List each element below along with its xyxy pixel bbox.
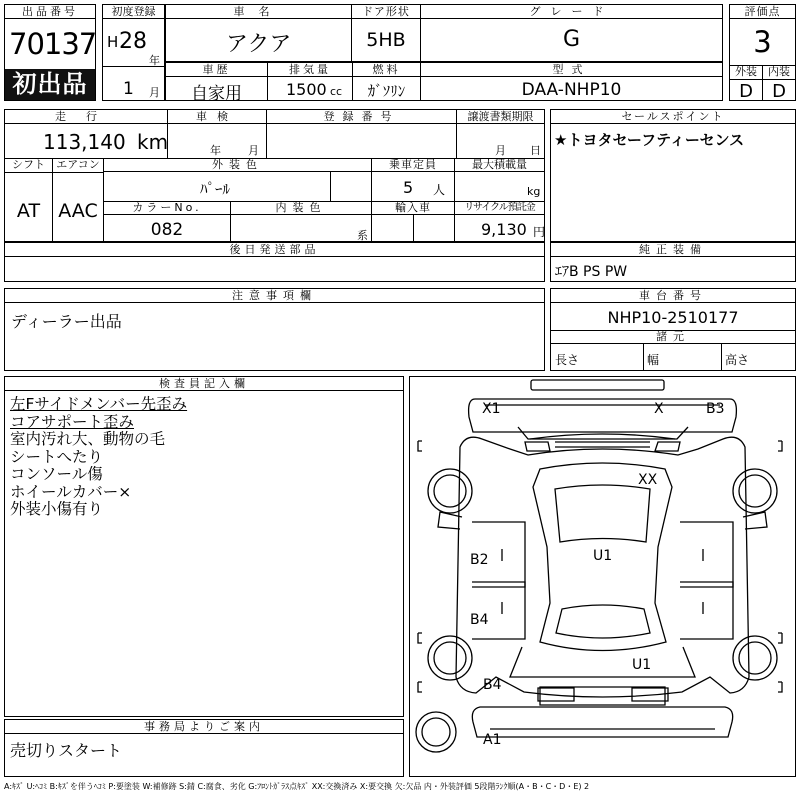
registration-year: 28	[119, 29, 147, 54]
spec-length: 長さ	[555, 353, 580, 367]
inspector-note: コンソール傷	[10, 465, 103, 483]
grade-header: グレード	[421, 5, 722, 19]
vehicle-info-bottom	[165, 62, 723, 104]
inspector-box	[4, 376, 404, 717]
interior-color-unit: 系	[357, 229, 368, 242]
inspection-year-unit: 年	[210, 144, 221, 157]
office-note: 売切りスタート	[10, 741, 123, 760]
interior-score: D	[772, 81, 786, 102]
lot-number-header: 出品番号	[5, 5, 95, 19]
color-no: 082	[150, 220, 184, 240]
inspector-note: ホイールカバー×	[10, 482, 132, 501]
capacity-unit: 人	[433, 183, 446, 197]
score-box	[729, 4, 796, 101]
exterior-color: ﾊﾟｰﾙ	[200, 180, 231, 198]
shift: AT	[16, 200, 41, 222]
shift-header: シフト	[5, 158, 52, 173]
inspector-notes-list	[10, 396, 187, 519]
equipment: ｴｱB PS PW	[555, 264, 628, 280]
vehicle-info-top	[165, 4, 723, 62]
inspector-header: 検査員記入欄	[5, 377, 403, 391]
specs-header: 諸元	[551, 330, 795, 344]
registration-year-unit: 年	[149, 54, 160, 67]
transfer-month-unit: 月	[495, 144, 506, 157]
office-box	[4, 719, 404, 777]
damage-mark-b3: B3	[706, 401, 725, 417]
transfer-doc-header: 譲渡書類期限	[457, 110, 544, 124]
damage-mark-a1: A1	[483, 732, 502, 748]
recycle-fee-unit: 円	[533, 225, 546, 239]
transfer-day-unit: 日	[530, 144, 541, 157]
later-parts-header: 後日発送部品	[5, 243, 544, 257]
inspection-month-unit: 月	[248, 144, 259, 157]
sales-points: ★トヨタセーフティーセンス	[554, 131, 745, 149]
exterior-score-header: 外装	[730, 65, 762, 80]
damage-mark-x-top: X	[654, 401, 664, 417]
equipment-header: 純正装備	[551, 243, 795, 257]
plate-header: 登録番号	[267, 110, 456, 124]
sales-points-box	[550, 109, 796, 242]
mileage: 113,140	[43, 130, 126, 154]
chassis-number: NHP10-2510177	[607, 308, 739, 327]
chassis-header: 車台番号	[551, 289, 795, 303]
first-registration-box	[102, 4, 165, 101]
equipment-box	[550, 242, 796, 282]
inspector-note: 左Fサイドメンバー先歪み	[10, 395, 188, 413]
damage-mark-b4-rear: B4	[483, 677, 502, 693]
notes: ディーラー出品	[11, 312, 122, 331]
displacement-unit: cc	[330, 85, 343, 98]
lot-number-box	[4, 4, 96, 101]
exterior-score: D	[739, 81, 753, 102]
aircon: AAC	[58, 200, 98, 222]
spec-width: 幅	[647, 353, 660, 367]
mileage-header: 走行	[5, 110, 167, 124]
damage-mark-u1-roof: U1	[593, 548, 613, 564]
inspection-header: 車検	[168, 110, 266, 124]
score-header: 評価点	[730, 5, 795, 19]
door-type-header: ドア形状	[352, 5, 420, 19]
inspector-note: 外装小傷有り	[10, 500, 104, 518]
displacement-header: 排気量	[268, 63, 352, 77]
interior-score-header: 内装	[762, 65, 795, 80]
car-diagram	[409, 376, 796, 777]
displacement: 1500	[286, 80, 327, 99]
registration-month-unit: 月	[149, 86, 160, 99]
max-load-header: 最大積載量	[455, 158, 544, 172]
notes-box	[4, 288, 545, 371]
overall-score: 3	[753, 25, 772, 59]
import-header: 輸入車	[372, 201, 454, 215]
chassis-box	[550, 288, 796, 371]
recycle-fee: 9,130	[481, 220, 527, 239]
registration-month: 1	[123, 79, 134, 99]
recycle-header: リサイクル預託金	[455, 201, 544, 215]
capacity-header: 乗車定員	[372, 158, 454, 172]
color-no-header: カラーNo.	[104, 201, 230, 215]
history: 自家用	[191, 84, 242, 104]
damage-mark-u1-rear: U1	[632, 657, 652, 673]
interior-color-header: 内装色	[231, 201, 371, 215]
notes-header: 注意事項欄	[5, 289, 544, 303]
damage-mark-b4-side: B4	[470, 612, 489, 628]
later-parts-box	[4, 242, 545, 282]
door-type: 5HB	[366, 29, 406, 51]
damage-mark-x1: X1	[482, 401, 501, 417]
damage-mark-b2: B2	[470, 552, 489, 568]
registration-era: H	[107, 33, 119, 51]
damage-mark-xx: XX	[638, 472, 658, 488]
max-load-unit: kg	[527, 185, 541, 198]
spec-height: 高さ	[725, 353, 750, 367]
first-listing-badge: 初出品	[5, 69, 95, 100]
office-header: 事務局よりご案内	[5, 720, 403, 734]
car-name-header: 車名	[166, 5, 351, 19]
fuel: ｶﾞｿﾘﾝ	[367, 82, 406, 100]
capacity: 5	[403, 178, 414, 197]
fuel-header: 燃料	[353, 63, 420, 77]
lot-number: 70137	[9, 27, 97, 61]
aircon-header: エアコン	[53, 158, 103, 173]
history-header: 車歴	[166, 63, 267, 77]
exterior-color-header: 外装色	[104, 158, 371, 172]
sales-points-header: セールスポイント	[551, 110, 795, 124]
car-outline-drawing	[410, 377, 795, 776]
legend-text: A:ｷｽﾞ U:ﾍｺﾐ B:ｷｽﾞを伴うﾍｺﾐ P:要塗装 W:補修跡 S:錆 C:腐食、劣化 G:ﾌﾛﾝﾄｶﾞﾗｽ点ｷｽﾞ XX:交換済み X:要交換 欠:欠品 内・外装評価 5段階ﾗﾝｸ順(A・B・C・D・E) 2	[4, 782, 590, 791]
details-grid	[4, 109, 545, 242]
mileage-unit: km	[137, 130, 169, 154]
inspector-note: コアサポート歪み	[10, 412, 135, 431]
car-name: アクア	[226, 32, 292, 57]
model-code-header: 型式	[421, 63, 722, 77]
model-code: DAA-NHP10	[521, 80, 622, 100]
grade: G	[562, 27, 581, 52]
inspector-note: 室内汚れ大、動物の毛	[10, 430, 166, 448]
first-registration-header: 初度登録	[103, 5, 164, 19]
inspector-note: シートへたり	[10, 447, 104, 466]
